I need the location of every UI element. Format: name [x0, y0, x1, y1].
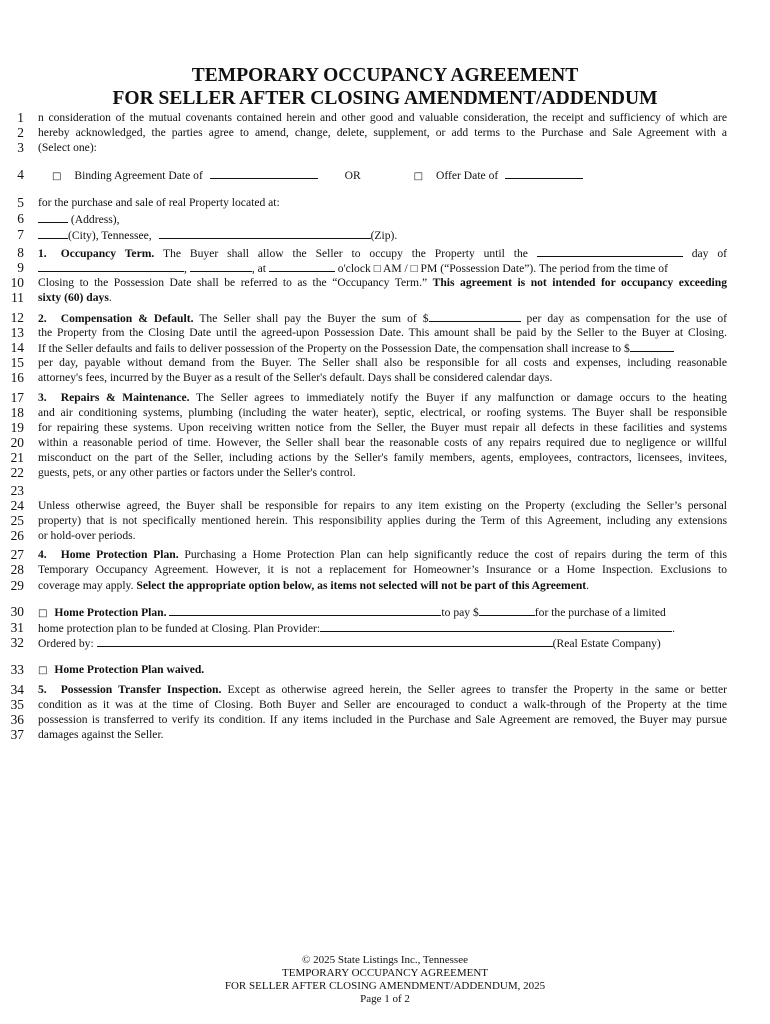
- repairs-line: and air conditioning systems, plumbing (including the water heater), septic, electrical, or roofing systems. The Buyer shall be responsible: [38, 406, 727, 419]
- offer-date-label: Offer Date of: [436, 169, 499, 182]
- footer-copyright: © 2025 State Listings Inc., Tennessee: [302, 954, 468, 966]
- footer-title: TEMPORARY OCCUPANCY AGREEMENT: [282, 967, 488, 979]
- occupancy-text: o'clock □ AM / □ PM (“Possession Date”). The period from the time of: [337, 262, 668, 275]
- address-field[interactable]: [38, 212, 68, 223]
- zip-field[interactable]: [159, 228, 371, 239]
- possession-month-field[interactable]: [537, 246, 683, 257]
- compensation-text: per day as compensation for the use of: [526, 312, 727, 325]
- occupancy-term-line: [38, 246, 727, 261]
- section-heading: Home Protection Plan.: [60, 548, 179, 561]
- line-number: 11: [11, 290, 24, 305]
- inspection-line: condition as it was at the time of Closing. Both Buyer and Seller are encouraged to conduct a walk-through of the Property at the time: [38, 698, 727, 711]
- line-number: 8: [17, 245, 24, 260]
- intro-line: hereby acknowledged, the parties agree to amend, change, delete, supplement, or add terms to the Purchase and Sale Agreement with a: [38, 126, 727, 139]
- possession-day-field[interactable]: [38, 261, 184, 272]
- footer-subtitle: FOR SELLER AFTER CLOSING AMENDMENT/ADDENDUM, 2025: [224, 980, 546, 992]
- line-number: 22: [10, 465, 24, 480]
- line-number: 32: [10, 635, 24, 650]
- hpp-waived-line: [38, 663, 727, 678]
- line-number: 10: [10, 275, 24, 290]
- section-heading: Occupancy Term.: [60, 247, 155, 260]
- agreement-date-options: [52, 168, 612, 184]
- occupancy-text: , at: [251, 262, 266, 275]
- occupancy-text: The Buyer shall allow the Seller to occupy the Property until the: [162, 247, 528, 260]
- line-number: 21: [10, 450, 24, 465]
- compensation-text: The Seller shall pay the Buyer the sum of $: [199, 312, 429, 325]
- occupancy-time-line: [38, 261, 727, 276]
- possession-year-field[interactable]: [190, 261, 252, 272]
- hpp-text: (Real Estate Company): [552, 637, 661, 650]
- line-number: 25: [10, 513, 24, 528]
- line-number: 15: [10, 355, 24, 370]
- inspection-line: damages against the Seller.: [38, 728, 164, 741]
- hpp-provider-line: [38, 621, 727, 636]
- compensation-line: the Property from the Closing Date until the agreed-upon Possession Date. This amount shall be paid by the Seller to the Buyer at Closing.: [38, 326, 727, 339]
- period: .: [108, 291, 112, 304]
- possession-time-field[interactable]: [269, 261, 335, 272]
- line-number: 35: [10, 697, 24, 712]
- repairs-line: [38, 391, 727, 405]
- hpp-text: to pay $: [441, 606, 479, 619]
- line-number: 27: [10, 547, 24, 562]
- plan-provider-field[interactable]: [320, 621, 672, 632]
- property-intro: for the purchase and sale of real Property located at:: [38, 196, 280, 209]
- line-number: 5: [17, 195, 24, 210]
- occupancy-text: Closing to the Possession Date shall be referred to as the “Occupancy Term.”: [38, 276, 428, 289]
- checkbox-hpp-waived[interactable]: □: [38, 665, 48, 676]
- repairs-text: The Seller agrees to immediately notify the Buyer if any malfunction or damage occurs to the heating: [195, 391, 727, 404]
- line-number: 26: [10, 528, 24, 543]
- line-number: 3: [17, 140, 24, 155]
- compensation-text: If the Seller defaults and fails to deliver possession of the Property on the Possession Date, the compensation shall increase to $: [38, 342, 630, 355]
- binding-agreement-label: Binding Agreement Date of: [74, 169, 203, 182]
- checkbox-offer-date[interactable]: □: [413, 171, 424, 182]
- hpp-ordered-line: [38, 636, 727, 651]
- checkbox-binding-agreement[interactable]: □: [52, 171, 62, 182]
- inspection-line: possession is transferred to verify its condition. If any items included in the Purchase and Sale Agreement are removed, the Buyer may pursue: [38, 713, 727, 726]
- zip-label: (Zip).: [370, 229, 398, 242]
- section-number: 2.: [38, 312, 47, 325]
- repairs-line: guests, pets, or any other parties or factors under the Seller's control.: [38, 466, 356, 479]
- line-number: 4: [17, 167, 24, 182]
- line-number: 18: [10, 405, 24, 420]
- hpp-amount-field[interactable]: [479, 605, 535, 616]
- line-number: 13: [10, 325, 24, 340]
- buyer-repairs-line: or hold-over periods.: [38, 529, 136, 542]
- occupancy-limit-days: sixty (60) days: [38, 291, 109, 304]
- home-protection-line: [38, 579, 727, 593]
- line-number: 36: [10, 712, 24, 727]
- repairs-line: for repairing these systems. Upon receiving written notice from the Seller, the Buyer must repair all defects in these facilities and systems: [38, 421, 727, 434]
- city-label: (City), Tennessee,: [68, 229, 152, 242]
- default-compensation-field[interactable]: [630, 341, 674, 352]
- line-number: 33: [10, 662, 24, 677]
- page-number: Page 1 of 2: [360, 993, 410, 1005]
- line-number: 20: [10, 435, 24, 450]
- home-protection-line: Temporary Occupancy Agreement. However, it is not a replacement for Homeowner’s Insurance or a Home Inspection. Exclusions to: [38, 563, 727, 576]
- hpp-heading: Home Protection Plan.: [54, 606, 167, 619]
- line-number: 24: [10, 498, 24, 513]
- home-protection-line: [38, 548, 727, 562]
- document-title: TEMPORARY OCCUPANCY AGREEMENT: [191, 65, 579, 86]
- section-number: 3.: [38, 391, 47, 404]
- offer-date-field[interactable]: [505, 168, 583, 179]
- checkbox-home-protection-plan[interactable]: □: [38, 608, 48, 619]
- compensation-line: [38, 311, 727, 326]
- intro-line: n consideration of the mutual covenants contained herein and other good and valuable consideration, the receipt and sufficiency of which are: [38, 111, 727, 124]
- city-zip-line: [38, 228, 727, 243]
- line-number: 19: [10, 420, 24, 435]
- line-number: 34: [10, 682, 24, 697]
- line-number: 16: [10, 370, 24, 385]
- line-number: 30: [10, 604, 24, 619]
- section-number: 1.: [38, 247, 47, 260]
- or-label: OR: [344, 169, 361, 182]
- city-field[interactable]: [38, 228, 68, 239]
- home-protection-text: Purchasing a Home Protection Plan can help significantly reduce the cost of repairs during the term of this: [184, 548, 727, 561]
- line-number: 6: [17, 211, 24, 226]
- occupancy-limit-line: [38, 291, 727, 305]
- hpp-text: Ordered by:: [38, 637, 94, 650]
- line-number: 1: [17, 110, 24, 125]
- occupancy-limit-notice: This agreement is not intended for occupancy exceeding: [432, 276, 727, 289]
- hpp-text: home protection plan to be funded at Closing. Plan Provider:: [38, 622, 321, 635]
- binding-agreement-date-field[interactable]: [210, 168, 318, 179]
- line-number: 7: [17, 227, 24, 242]
- section-heading: Compensation & Default.: [60, 312, 194, 325]
- section-heading: Possession Transfer Inspection.: [60, 683, 222, 696]
- period: .: [586, 579, 590, 592]
- inspection-line: [38, 683, 727, 697]
- compensation-line: per day, payable without demand from the Buyer. The Seller shall also be responsible for all costs and expenses, including reasonable: [38, 356, 727, 369]
- occupancy-text: day of: [691, 247, 727, 260]
- compensation-line: attorney's fees, incurred by the Buyer as a result of the Seller's default. Days shall be considered calendar days.: [38, 371, 553, 384]
- buyer-repairs-line: property) that is not specifically mentioned herein. This responsibility applies during the Term of this Agreement, including any extensions: [38, 514, 727, 527]
- line-number: 9: [17, 260, 24, 275]
- hpp-payer-field[interactable]: [169, 605, 441, 616]
- occupancy-text: ,: [184, 262, 187, 275]
- ordered-by-field[interactable]: [97, 636, 553, 647]
- inspection-text: Except as otherwise agreed herein, the Seller agrees to transfer the Property in the same or better: [227, 683, 727, 696]
- repairs-line: within a reasonable period of time. However, the Seller shall bear the reasonable costs of any repairs required due to negligence or willful: [38, 436, 727, 449]
- line-number: 28: [10, 562, 24, 577]
- line-number: 17: [10, 390, 24, 405]
- section-number: 4.: [38, 548, 47, 561]
- line-number: 29: [10, 578, 24, 593]
- selection-notice: Select the appropriate option below, as items not selected will not be part of this Agreement: [136, 579, 587, 592]
- hpp-waived-label: Home Protection Plan waived.: [54, 663, 205, 676]
- line-number: 2: [17, 125, 24, 140]
- home-protection-text: coverage may apply.: [38, 579, 134, 592]
- section-heading: Repairs & Maintenance.: [60, 391, 190, 404]
- hpp-text: for the purchase of a limited: [534, 606, 666, 619]
- intro-line: (Select one):: [38, 141, 97, 154]
- section-number: 5.: [38, 683, 47, 696]
- period: .: [672, 622, 675, 635]
- line-number: 23: [10, 483, 24, 498]
- daily-compensation-field[interactable]: [429, 311, 521, 322]
- occupancy-term-definition: [38, 276, 727, 290]
- line-number: 12: [10, 310, 24, 325]
- line-number: 37: [10, 727, 24, 742]
- document-subtitle: FOR SELLER AFTER CLOSING AMENDMENT/ADDENDUM: [112, 88, 658, 109]
- address-line: [38, 212, 727, 227]
- address-label: (Address),: [70, 213, 120, 226]
- repairs-line: misconduct on the part of the Seller, including actions by the Seller's family members, agents, employees, contractors, licensees, invitees,: [38, 451, 727, 464]
- hpp-option-line: [38, 605, 727, 621]
- line-number: 31: [10, 620, 24, 635]
- default-line: [38, 341, 727, 356]
- line-number: 14: [10, 340, 24, 355]
- buyer-repairs-line: Unless otherwise agreed, the Buyer shall be responsible for repairs to any item existing on the Property (excluding the Seller’s personal: [38, 499, 727, 512]
